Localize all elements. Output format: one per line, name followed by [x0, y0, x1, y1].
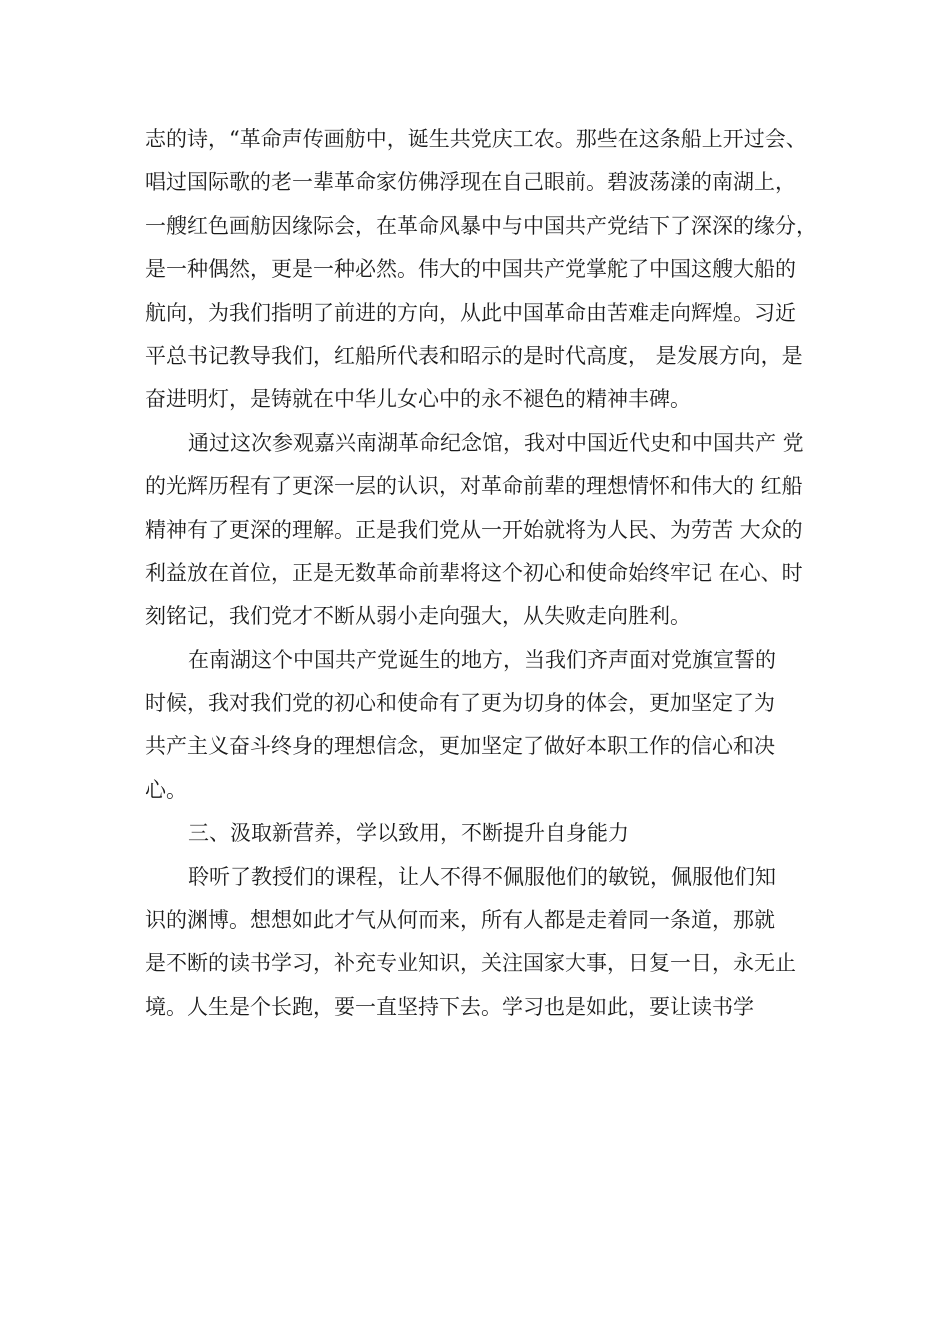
text-line: 刻铭记，我们党才不断从弱小走向强大，从失败走向胜利。 [145, 604, 691, 629]
text-line: 唱过国际歌的老一辈革命家仿佛浮现在自己眼前。碧波荡漾的南湖上， [145, 170, 796, 195]
text-line: 时候，我对我们党的初心和使命有了更为切身的体会，更加坚定了为 [145, 691, 775, 716]
text-line: 利益放在首位，正是无数革命前辈将这个初心和使命始终牢记 在心、时 [145, 560, 803, 585]
text-line: 是一种偶然，更是一种必然。伟大的中国共产党掌舵了中国这艘大船的 [145, 257, 796, 282]
text-line: 平总书记教导我们，红船所代表和昭示的是时代高度， 是发展方向，是 [145, 343, 803, 368]
text-line: 三、汲取新营养，学以致用，不断提升自身能力 [188, 821, 629, 846]
text-line: 境。人生是个长跑，要一直坚持下去。学习也是如此，要让读书学 [145, 994, 754, 1019]
text-line: 的光辉历程有了更深一层的认识，对革命前辈的理想情怀和伟大的 红船 [145, 474, 803, 499]
text-line: 志的诗，“革命声传画舫中，诞生共党庆工农。那些在这条船上开过会、 [145, 127, 807, 151]
text-line: 奋进明灯，是铸就在中华儿女心中的永不褪色的精神丰碑。 [145, 387, 691, 412]
text-line: 是不断的读书学习，补充专业知识，关注国家大事，日复一日，永无止 [145, 951, 796, 976]
text-line: 在南湖这个中国共产党诞生的地方，当我们齐声面对党旗宣誓的 [188, 647, 776, 672]
text-line: 航向，为我们指明了前进的方向，从此中国革命由苦难走向辉煌。习近 [145, 300, 796, 325]
text-line: 通过这次参观嘉兴南湖革命纪念馆，我对中国近代史和中国共产 党 [188, 430, 804, 455]
text-line: 心。 [145, 777, 187, 802]
text-line: 共产主义奋斗终身的理想信念，更加坚定了做好本职工作的信心和决 [145, 734, 775, 759]
text-line: 聆听了教授们的课程，让人不得不佩服他们的敏锐，佩服他们知 [188, 864, 776, 889]
body-text [145, 118, 835, 1029]
text-line: 精神有了更深的理解。正是我们党从一开始就将为人民、为劳苦 大众的 [145, 517, 803, 542]
text-line: 一艘红色画舫因缘际会，在革命风暴中与中国共产党结下了深深的缘分， [145, 213, 817, 238]
text-line: 识的渊博。想想如此才气从何而来，所有人都是走着同一条道，那就 [145, 908, 775, 933]
